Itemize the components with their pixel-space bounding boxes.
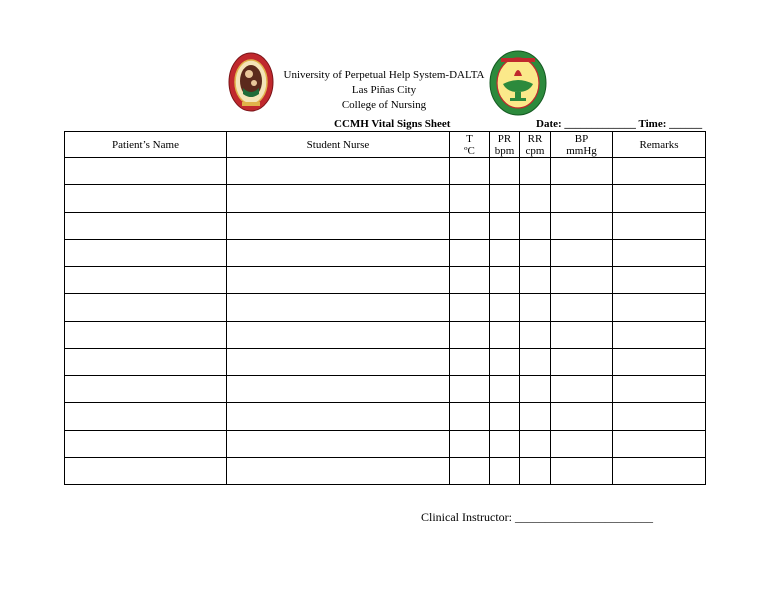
time-field: Time: ______ <box>638 118 703 130</box>
vital-signs-table <box>64 131 706 485</box>
table-cell[interactable] <box>65 158 227 185</box>
table-cell[interactable] <box>65 348 227 375</box>
table-cell[interactable] <box>450 294 490 321</box>
table-cell[interactable] <box>490 185 520 212</box>
table-cell[interactable] <box>450 267 490 294</box>
sheet-title: CCMH Vital Signs Sheet <box>334 118 451 130</box>
table-cell[interactable] <box>520 294 551 321</box>
table-cell[interactable] <box>227 321 450 348</box>
table-cell[interactable] <box>613 185 706 212</box>
table-row <box>65 239 706 266</box>
table-cell[interactable] <box>520 239 551 266</box>
table-cell[interactable] <box>551 239 613 266</box>
table-row <box>65 403 706 430</box>
table-cell[interactable] <box>227 403 450 430</box>
table-cell[interactable] <box>65 212 227 239</box>
table-cell[interactable] <box>227 267 450 294</box>
table-cell[interactable] <box>520 348 551 375</box>
table-cell[interactable] <box>520 376 551 403</box>
column-header-blood-pressure: BP mmHg <box>551 132 613 158</box>
table-cell[interactable] <box>490 403 520 430</box>
table-cell[interactable] <box>551 267 613 294</box>
table-cell[interactable] <box>450 321 490 348</box>
table-cell[interactable] <box>551 403 613 430</box>
date-time-fields <box>536 118 702 130</box>
table-cell[interactable] <box>613 321 706 348</box>
table-cell[interactable] <box>613 403 706 430</box>
table-cell[interactable] <box>520 212 551 239</box>
table-cell[interactable] <box>490 457 520 484</box>
table-cell[interactable] <box>65 239 227 266</box>
table-cell[interactable] <box>65 321 227 348</box>
column-header-remarks: Remarks <box>613 132 706 158</box>
table-cell[interactable] <box>227 185 450 212</box>
table-body <box>65 158 706 485</box>
table-cell[interactable] <box>65 294 227 321</box>
table-cell[interactable] <box>450 212 490 239</box>
table-cell[interactable] <box>227 376 450 403</box>
table-row <box>65 348 706 375</box>
table-cell[interactable] <box>65 457 227 484</box>
table-cell[interactable] <box>520 430 551 457</box>
table-cell[interactable] <box>490 348 520 375</box>
table-cell[interactable] <box>520 321 551 348</box>
table-cell[interactable] <box>613 239 706 266</box>
table-cell[interactable] <box>227 158 450 185</box>
table-cell[interactable] <box>490 430 520 457</box>
table-cell[interactable] <box>65 403 227 430</box>
column-header-pulse-rate: PR bpm <box>490 132 520 158</box>
table-cell[interactable] <box>613 457 706 484</box>
table-cell[interactable] <box>520 457 551 484</box>
table-cell[interactable] <box>613 430 706 457</box>
table-cell[interactable] <box>227 348 450 375</box>
table-cell[interactable] <box>551 212 613 239</box>
table-row <box>65 267 706 294</box>
table-header-row <box>65 132 706 158</box>
column-header-patient-name: Patient’s Name <box>65 132 227 158</box>
table-cell[interactable] <box>490 267 520 294</box>
table-cell[interactable] <box>551 430 613 457</box>
university-seal-logo <box>228 52 274 112</box>
table-row <box>65 376 706 403</box>
table-cell[interactable] <box>551 185 613 212</box>
table-cell[interactable] <box>65 185 227 212</box>
table-cell[interactable] <box>613 348 706 375</box>
table-cell[interactable] <box>551 457 613 484</box>
table-cell[interactable] <box>227 457 450 484</box>
table-row <box>65 430 706 457</box>
column-header-temperature: T ºC <box>450 132 490 158</box>
table-row <box>65 185 706 212</box>
table-cell[interactable] <box>613 212 706 239</box>
table-cell[interactable] <box>551 294 613 321</box>
table-cell[interactable] <box>450 239 490 266</box>
table-cell[interactable] <box>450 457 490 484</box>
column-header-respiratory-rate: RR cpm <box>520 132 551 158</box>
table-cell[interactable] <box>65 376 227 403</box>
table-cell[interactable] <box>490 321 520 348</box>
table-row <box>65 321 706 348</box>
table-cell[interactable] <box>490 158 520 185</box>
college-name: College of Nursing <box>341 99 427 111</box>
table-row <box>65 212 706 239</box>
table-cell[interactable] <box>450 185 490 212</box>
table-row <box>65 457 706 484</box>
table-row <box>65 158 706 185</box>
table-cell[interactable] <box>520 267 551 294</box>
table-cell[interactable] <box>613 267 706 294</box>
university-name: University of Perpetual Help System-DALTA <box>283 69 485 81</box>
table-cell[interactable] <box>490 376 520 403</box>
table-cell[interactable] <box>613 294 706 321</box>
table-cell[interactable] <box>490 239 520 266</box>
table-cell[interactable] <box>227 212 450 239</box>
table-cell[interactable] <box>520 158 551 185</box>
table-cell[interactable] <box>227 239 450 266</box>
city-name: Las Piñas City <box>351 84 417 96</box>
table-cell[interactable] <box>450 158 490 185</box>
table-cell[interactable] <box>551 321 613 348</box>
table-cell[interactable] <box>450 376 490 403</box>
table-cell[interactable] <box>520 185 551 212</box>
table-cell[interactable] <box>551 348 613 375</box>
table-cell[interactable] <box>65 430 227 457</box>
table-cell[interactable] <box>613 376 706 403</box>
table-row <box>65 294 706 321</box>
table-cell[interactable] <box>450 348 490 375</box>
table-cell[interactable] <box>490 294 520 321</box>
table-cell[interactable] <box>551 158 613 185</box>
table-cell[interactable] <box>450 403 490 430</box>
table-cell[interactable] <box>490 212 520 239</box>
clinical-instructor-signature-line: Clinical Instructor: _______________________ <box>421 510 653 524</box>
table-cell[interactable] <box>551 376 613 403</box>
column-header-student-nurse: Student Nurse <box>227 132 450 158</box>
date-field: Date: _____________ <box>536 118 636 130</box>
table-cell[interactable] <box>613 158 706 185</box>
table-cell[interactable] <box>450 430 490 457</box>
table-cell[interactable] <box>227 430 450 457</box>
institution-header <box>270 68 498 113</box>
table-cell[interactable] <box>227 294 450 321</box>
table-cell[interactable] <box>65 267 227 294</box>
table-cell[interactable] <box>520 403 551 430</box>
